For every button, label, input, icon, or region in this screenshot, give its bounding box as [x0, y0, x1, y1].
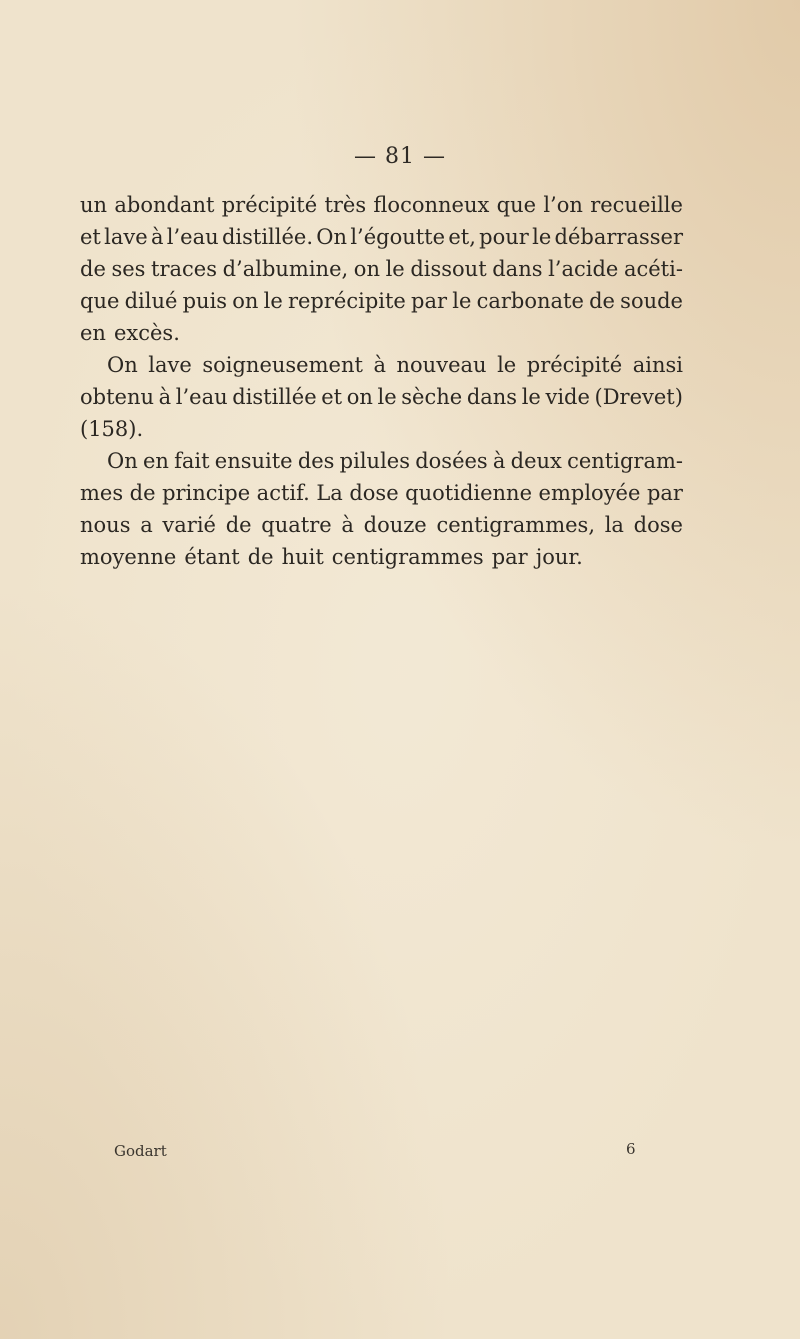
- word: carbonate: [476, 289, 584, 313]
- word: distillée: [232, 385, 317, 409]
- word: ensuite: [214, 449, 293, 473]
- word: fait: [174, 449, 210, 473]
- word: à: [373, 353, 386, 377]
- word: le: [452, 289, 472, 313]
- word: des: [297, 449, 335, 473]
- text-line: [80, 285, 683, 317]
- word: a: [140, 513, 153, 537]
- word: principe: [162, 481, 251, 505]
- word: par: [646, 481, 683, 505]
- text-line: [80, 541, 683, 573]
- word: le: [385, 257, 405, 281]
- word: La: [316, 481, 343, 505]
- word: employée: [538, 481, 641, 505]
- word: nous: [80, 513, 131, 537]
- word: de: [247, 545, 274, 569]
- word: dilué: [124, 289, 178, 313]
- word: quotidienne: [405, 481, 533, 505]
- text-line: [80, 253, 683, 285]
- word: la: [604, 513, 624, 537]
- word: pilules: [339, 449, 410, 473]
- word: en: [142, 449, 169, 473]
- word: excès.: [113, 321, 180, 345]
- text-line: [80, 413, 683, 445]
- word: à: [492, 449, 506, 473]
- word: jour.: [535, 545, 583, 569]
- word: le: [263, 289, 283, 313]
- word: On: [316, 225, 348, 249]
- word: huit: [281, 545, 324, 569]
- word: traces: [151, 257, 218, 281]
- text-line: [80, 221, 683, 253]
- text-line: [80, 189, 683, 221]
- word: on: [353, 257, 380, 281]
- word: en: [80, 321, 106, 345]
- word: et,: [448, 225, 476, 249]
- word: centigrammes: [331, 545, 484, 569]
- word: le: [532, 225, 552, 249]
- word: d’albumine,: [222, 257, 349, 281]
- word: floconneux: [373, 193, 490, 217]
- word: à: [158, 385, 172, 409]
- word: recueille: [590, 193, 683, 217]
- text-line: [80, 381, 683, 413]
- word: abondant: [114, 193, 215, 217]
- word: pour: [479, 225, 529, 249]
- word: on: [346, 385, 373, 409]
- word: reprécipite: [287, 289, 406, 313]
- word: (Drevet): [594, 385, 683, 409]
- word: obtenu: [80, 385, 155, 409]
- word: (158).: [80, 417, 144, 441]
- word: acéti-: [623, 257, 683, 281]
- text-line: [80, 445, 683, 477]
- word: varié: [162, 513, 216, 537]
- word: de: [80, 257, 106, 281]
- word: sèche: [401, 385, 463, 409]
- word: le: [497, 353, 517, 377]
- word: un: [80, 193, 108, 217]
- word: dosées: [415, 449, 488, 473]
- text-line: [80, 317, 683, 349]
- word: et: [321, 385, 343, 409]
- word: étant: [184, 545, 240, 569]
- word: de: [225, 513, 252, 537]
- word: l’on: [543, 193, 583, 217]
- word: ainsi: [632, 353, 683, 377]
- word: on: [232, 289, 259, 313]
- word: mes: [80, 481, 124, 505]
- word: de: [589, 289, 615, 313]
- word: à: [150, 225, 164, 249]
- word: centigram-: [567, 449, 683, 473]
- word: centigrammes,: [436, 513, 596, 537]
- word: et: [80, 225, 101, 249]
- word: On: [107, 449, 138, 473]
- word: de: [129, 481, 156, 505]
- word: le: [521, 385, 541, 409]
- text-line: [80, 509, 683, 541]
- word: débarrasser: [554, 225, 683, 249]
- word: On: [107, 353, 138, 377]
- word: soude: [620, 289, 683, 313]
- word: distillée.: [221, 225, 313, 249]
- word: moyenne: [80, 545, 177, 569]
- body-paragraphs: [80, 189, 683, 573]
- page-number: — 81 —: [354, 144, 446, 169]
- word: que: [80, 289, 120, 313]
- word: douze: [363, 513, 427, 537]
- word: l’égoutte: [350, 225, 446, 249]
- word: deux: [510, 449, 562, 473]
- text-line: [80, 477, 683, 509]
- word: le: [377, 385, 397, 409]
- word: dose: [349, 481, 399, 505]
- word: par: [411, 289, 448, 313]
- word: dose: [633, 513, 683, 537]
- word: dans: [492, 257, 543, 281]
- word: l’eau: [175, 385, 228, 409]
- word: dissout: [410, 257, 487, 281]
- word: actif.: [256, 481, 310, 505]
- footer-sheet-number: 6: [626, 1140, 636, 1158]
- word: par: [491, 545, 528, 569]
- word: l’eau: [166, 225, 219, 249]
- word: vide: [545, 385, 590, 409]
- word: ses: [111, 257, 146, 281]
- word: à: [341, 513, 354, 537]
- word: soigneusement: [202, 353, 363, 377]
- word: l’acide: [548, 257, 619, 281]
- word: précipité: [526, 353, 623, 377]
- word: lave: [148, 353, 192, 377]
- word: très: [324, 193, 367, 217]
- word: nouveau: [396, 353, 487, 377]
- word: lave: [104, 225, 148, 249]
- text-line: [80, 349, 683, 381]
- word: quatre: [261, 513, 332, 537]
- word: dans: [466, 385, 518, 409]
- word: puis: [182, 289, 228, 313]
- footer-author-signature: Godart: [114, 1142, 167, 1160]
- word: précipité: [221, 193, 318, 217]
- word: que: [496, 193, 537, 217]
